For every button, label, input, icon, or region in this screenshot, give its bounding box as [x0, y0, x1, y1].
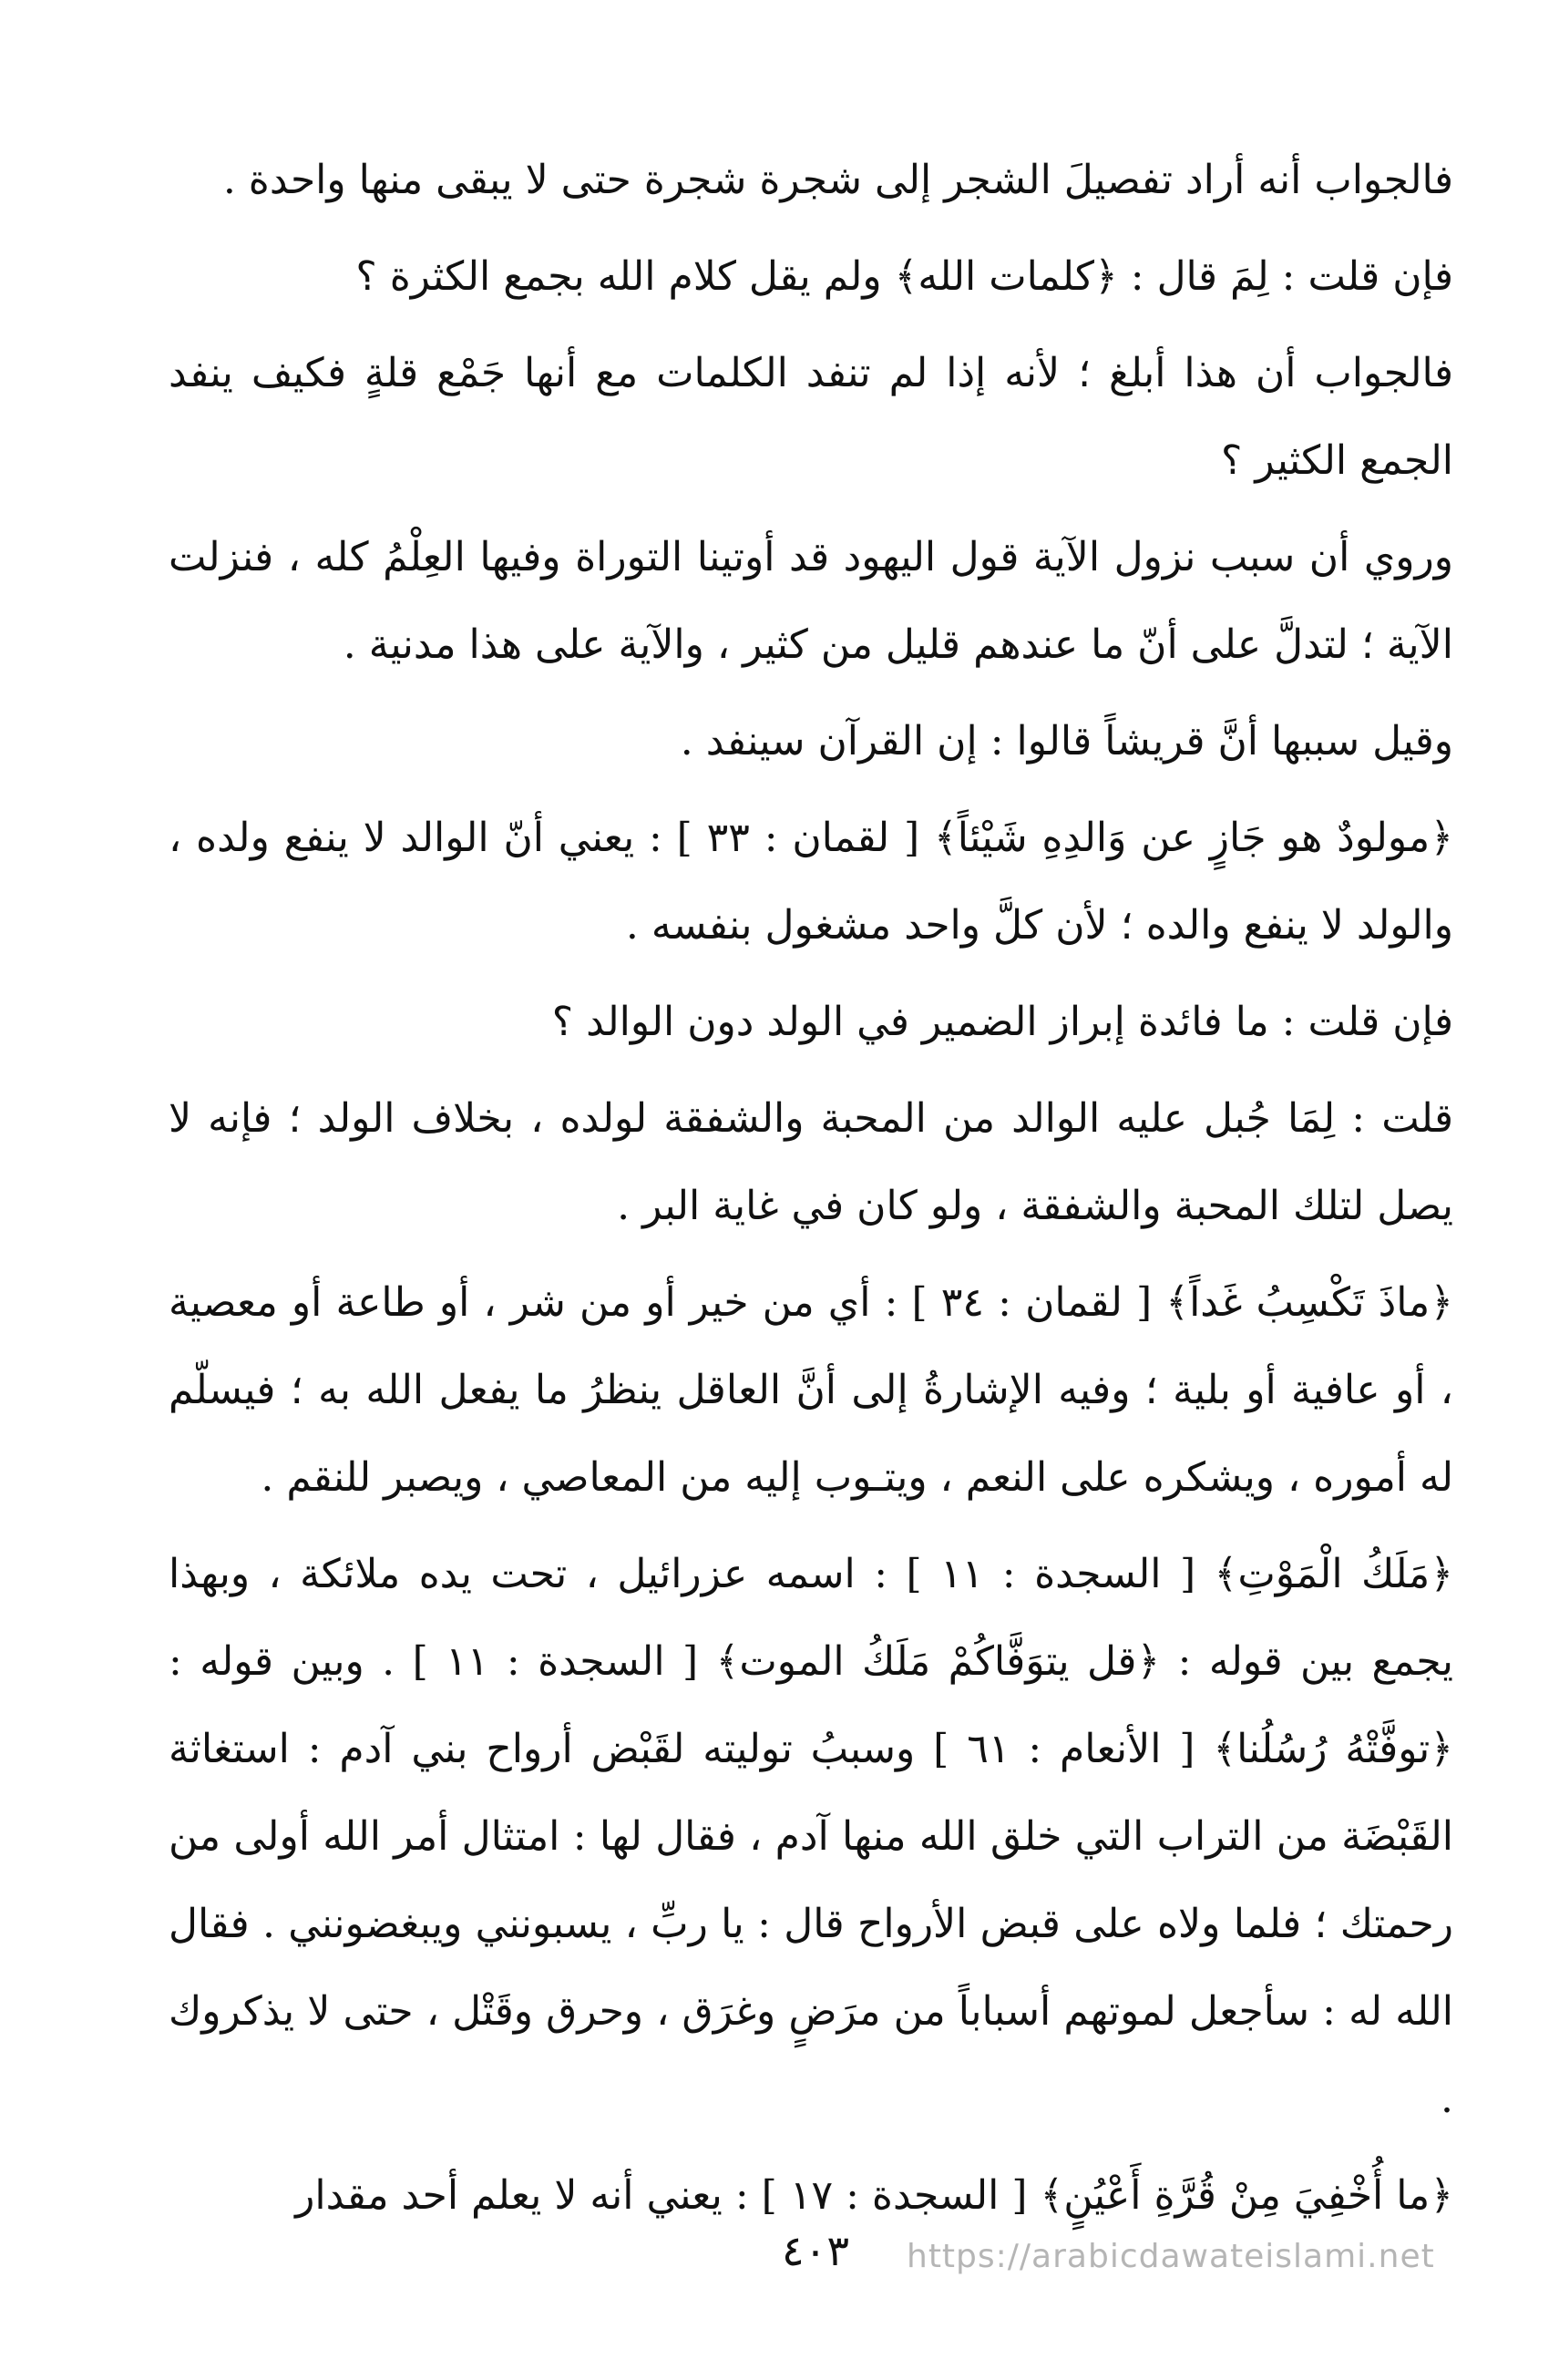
paragraph: ﴿مولودٌ هو جَازٍ عن وَالدِهِ شَيْئاً﴾ [ لقمان : ٣٣ ] : يعني أنّ الوالد لا ينفع ولده ، والولد لا ينفع والده ؛ لأن كلَّ واحد مشغول بنفسه . — [169, 815, 1453, 949]
page-body-text — [169, 137, 1453, 2240]
paragraph: فالجواب أنه أراد تفصيلَ الشجر إلى شجرة شجرة حتى لا يبقى منها واحدة . — [222, 157, 1453, 203]
paragraph: فإن قلت : ما فائدة إبراز الضمير في الولد دون الوالد ؟ — [551, 999, 1453, 1045]
paragraph: قلت : لِمَا جُبل عليه الوالد من المحبة والشفقة لولده ، بخلاف الولد ؛ فإنه لا يصل لتلك المحبة والشفقة ، ولو كان في غاية البر . — [169, 1095, 1453, 1229]
paragraph: ﴿ما أُخْفِيَ مِنْ قُرَّةِ أَعْيُنٍ﴾ [ السجدة : ١٧ ] : يعني أنه لا يعلم أحد مقدار — [295, 2172, 1453, 2219]
paragraph: وروي أن سبب نزول الآية قول اليهود قد أوتينا التوراة وفيها العِلْمُ كله ، فنزلت الآية ؛ لتدلَّ على أنّ ما عندهم قليل من كثير ، والآية على هذا مدنية . — [169, 534, 1453, 668]
page-number: ٤٠٣ — [781, 2226, 850, 2275]
paragraph: ﴿ماذَ تَكْسِبُ غَداً﴾ [ لقمان : ٣٤ ] : أي من خير أو من شر ، أو طاعة أو معصية ، أو عافية أو بلية ؛ وفيه الإشارةُ إلى أنَّ العاقل ينظرُ ما يفعل الله به ؛ فيسلّم له أموره ، ويشكره على النعم ، ويتـوب إليه من المعاصي ، ويصبر للنقم . — [169, 1279, 1453, 1501]
paragraph: وقيل سببها أنَّ قريشاً قالوا : إن القرآن سينفد . — [680, 718, 1453, 764]
paragraph: ﴿مَلَكُ الْمَوْتِ﴾ [ السجدة : ١١ ] : اسمه عزرائيل ، تحت يده ملائكة ، وبهذا يجمع بين قوله : ﴿قل يتوَفَّاكُمْ مَلَكُ الموت﴾ [ السجدة : ١١ ] . وبين قوله : ﴿توفَّتْهُ رُسُلُنا﴾ [ الأنعام : ٦١ ] وسببُ توليته لقَبْض أرواح بني آدم : استغاثة القَبْضَة من التراب التي خلق الله منها آدم ، فقال لها : امتثال أمر الله أولى من رحمتك ؛ فلما ولاه على قبض الأرواح قال : يا ربِّ ، يسبونني ويبغضونني . فقال الله له : سأجعل لموتهم أسباباً من مرَضٍ وغرَق ، وحرق وقَتْل ، حتى لا يذكروك . — [169, 1551, 1454, 2122]
paragraph: فالجواب أن هذا أبلغ ؛ لأنه إذا لم تنفد الكلمات مع أنها جَمْع قلةٍ فكيف ينفد الجمع الكثير ؟ — [169, 350, 1453, 484]
watermark-url: https://arabicdawateislami.net — [907, 2238, 1435, 2275]
paragraph: فإن قلت : لِمَ قال : ﴿كلمات الله﴾ ولم يقل كلام الله بجمع الكثرة ؟ — [355, 253, 1453, 300]
